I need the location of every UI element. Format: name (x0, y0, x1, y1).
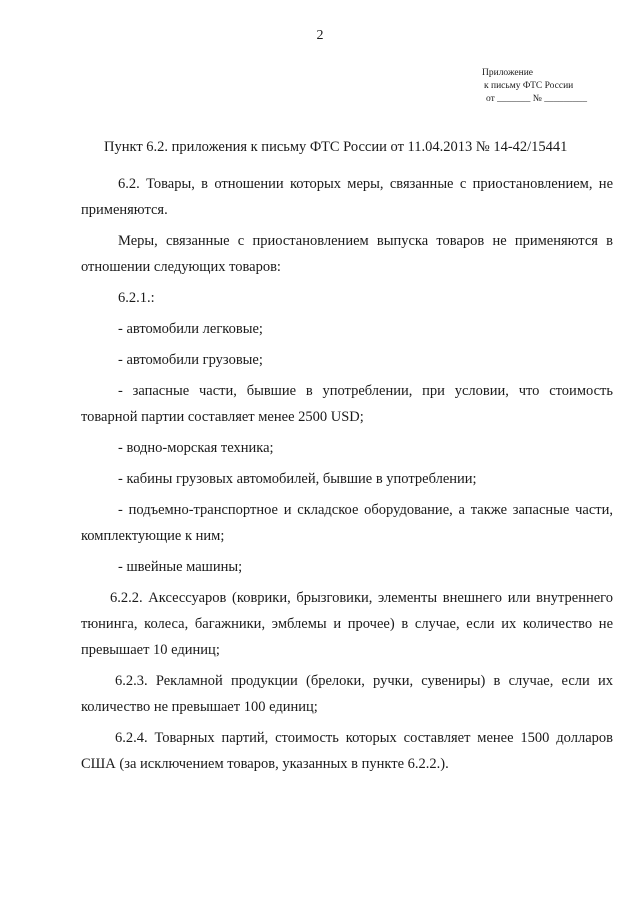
list-item-marine-equipment: - водно-морская техника; (118, 440, 274, 456)
appendix-note (482, 67, 587, 106)
paragraph-6-2-4: 6.2.4. Товарных партий, стоимость которых составляет менее 1500 долларов США (за исключением товаров, указанных в пункте 6.2.2.). (81, 730, 613, 772)
document-body (81, 171, 613, 777)
paragraph-measures-intro: Меры, связанные с приостановлением выпуска товаров не применяются в отношении следующих товаров: (81, 233, 613, 275)
list-item-truck-cabins: - кабины грузовых автомобилей, бывшие в употреблении; (118, 471, 477, 487)
paragraph-6-2: 6.2. Товары, в отношении которых меры, связанные с приостановлением, не применяются. (81, 176, 613, 218)
list-item-spare-parts: - запасные части, бывшие в употреблении, при условии, что стоимость товарной партии составляет менее 2500 USD; (81, 383, 613, 425)
appendix-letter-ref: к письму ФТС России (484, 81, 574, 91)
appendix-title: Приложение (482, 68, 533, 78)
page-number: 2 (316, 28, 324, 43)
appendix-date-number: от _______ № _________ (486, 94, 587, 104)
paragraph-6-2-2: 6.2.2. Аксессуаров (коврики, брызговики, элементы внешнего или внутреннего тюнинга, колеса, багажники, эмблемы и прочее) в случае, если их количество не превышает 10 единиц; (81, 590, 613, 658)
document-heading: Пункт 6.2. приложения к письму ФТС России от 11.04.2013 № 14-42/15441 (104, 139, 568, 155)
list-item-sewing-machines: - швейные машины; (118, 559, 243, 575)
list-item-handling-equipment: - подъемно-транспортное и складское оборудование, а также запасные части, комплектующие к ним; (81, 502, 613, 544)
paragraph-6-2-3: 6.2.3. Рекламной продукции (брелоки, ручки, сувениры) в случае, если их количество не превышает 100 единиц; (81, 673, 613, 715)
list-item-trucks: - автомобили грузовые; (118, 352, 263, 368)
paragraph-6-2-1: 6.2.1.: (118, 290, 155, 306)
list-item-passenger-cars: - автомобили легковые; (118, 321, 263, 337)
